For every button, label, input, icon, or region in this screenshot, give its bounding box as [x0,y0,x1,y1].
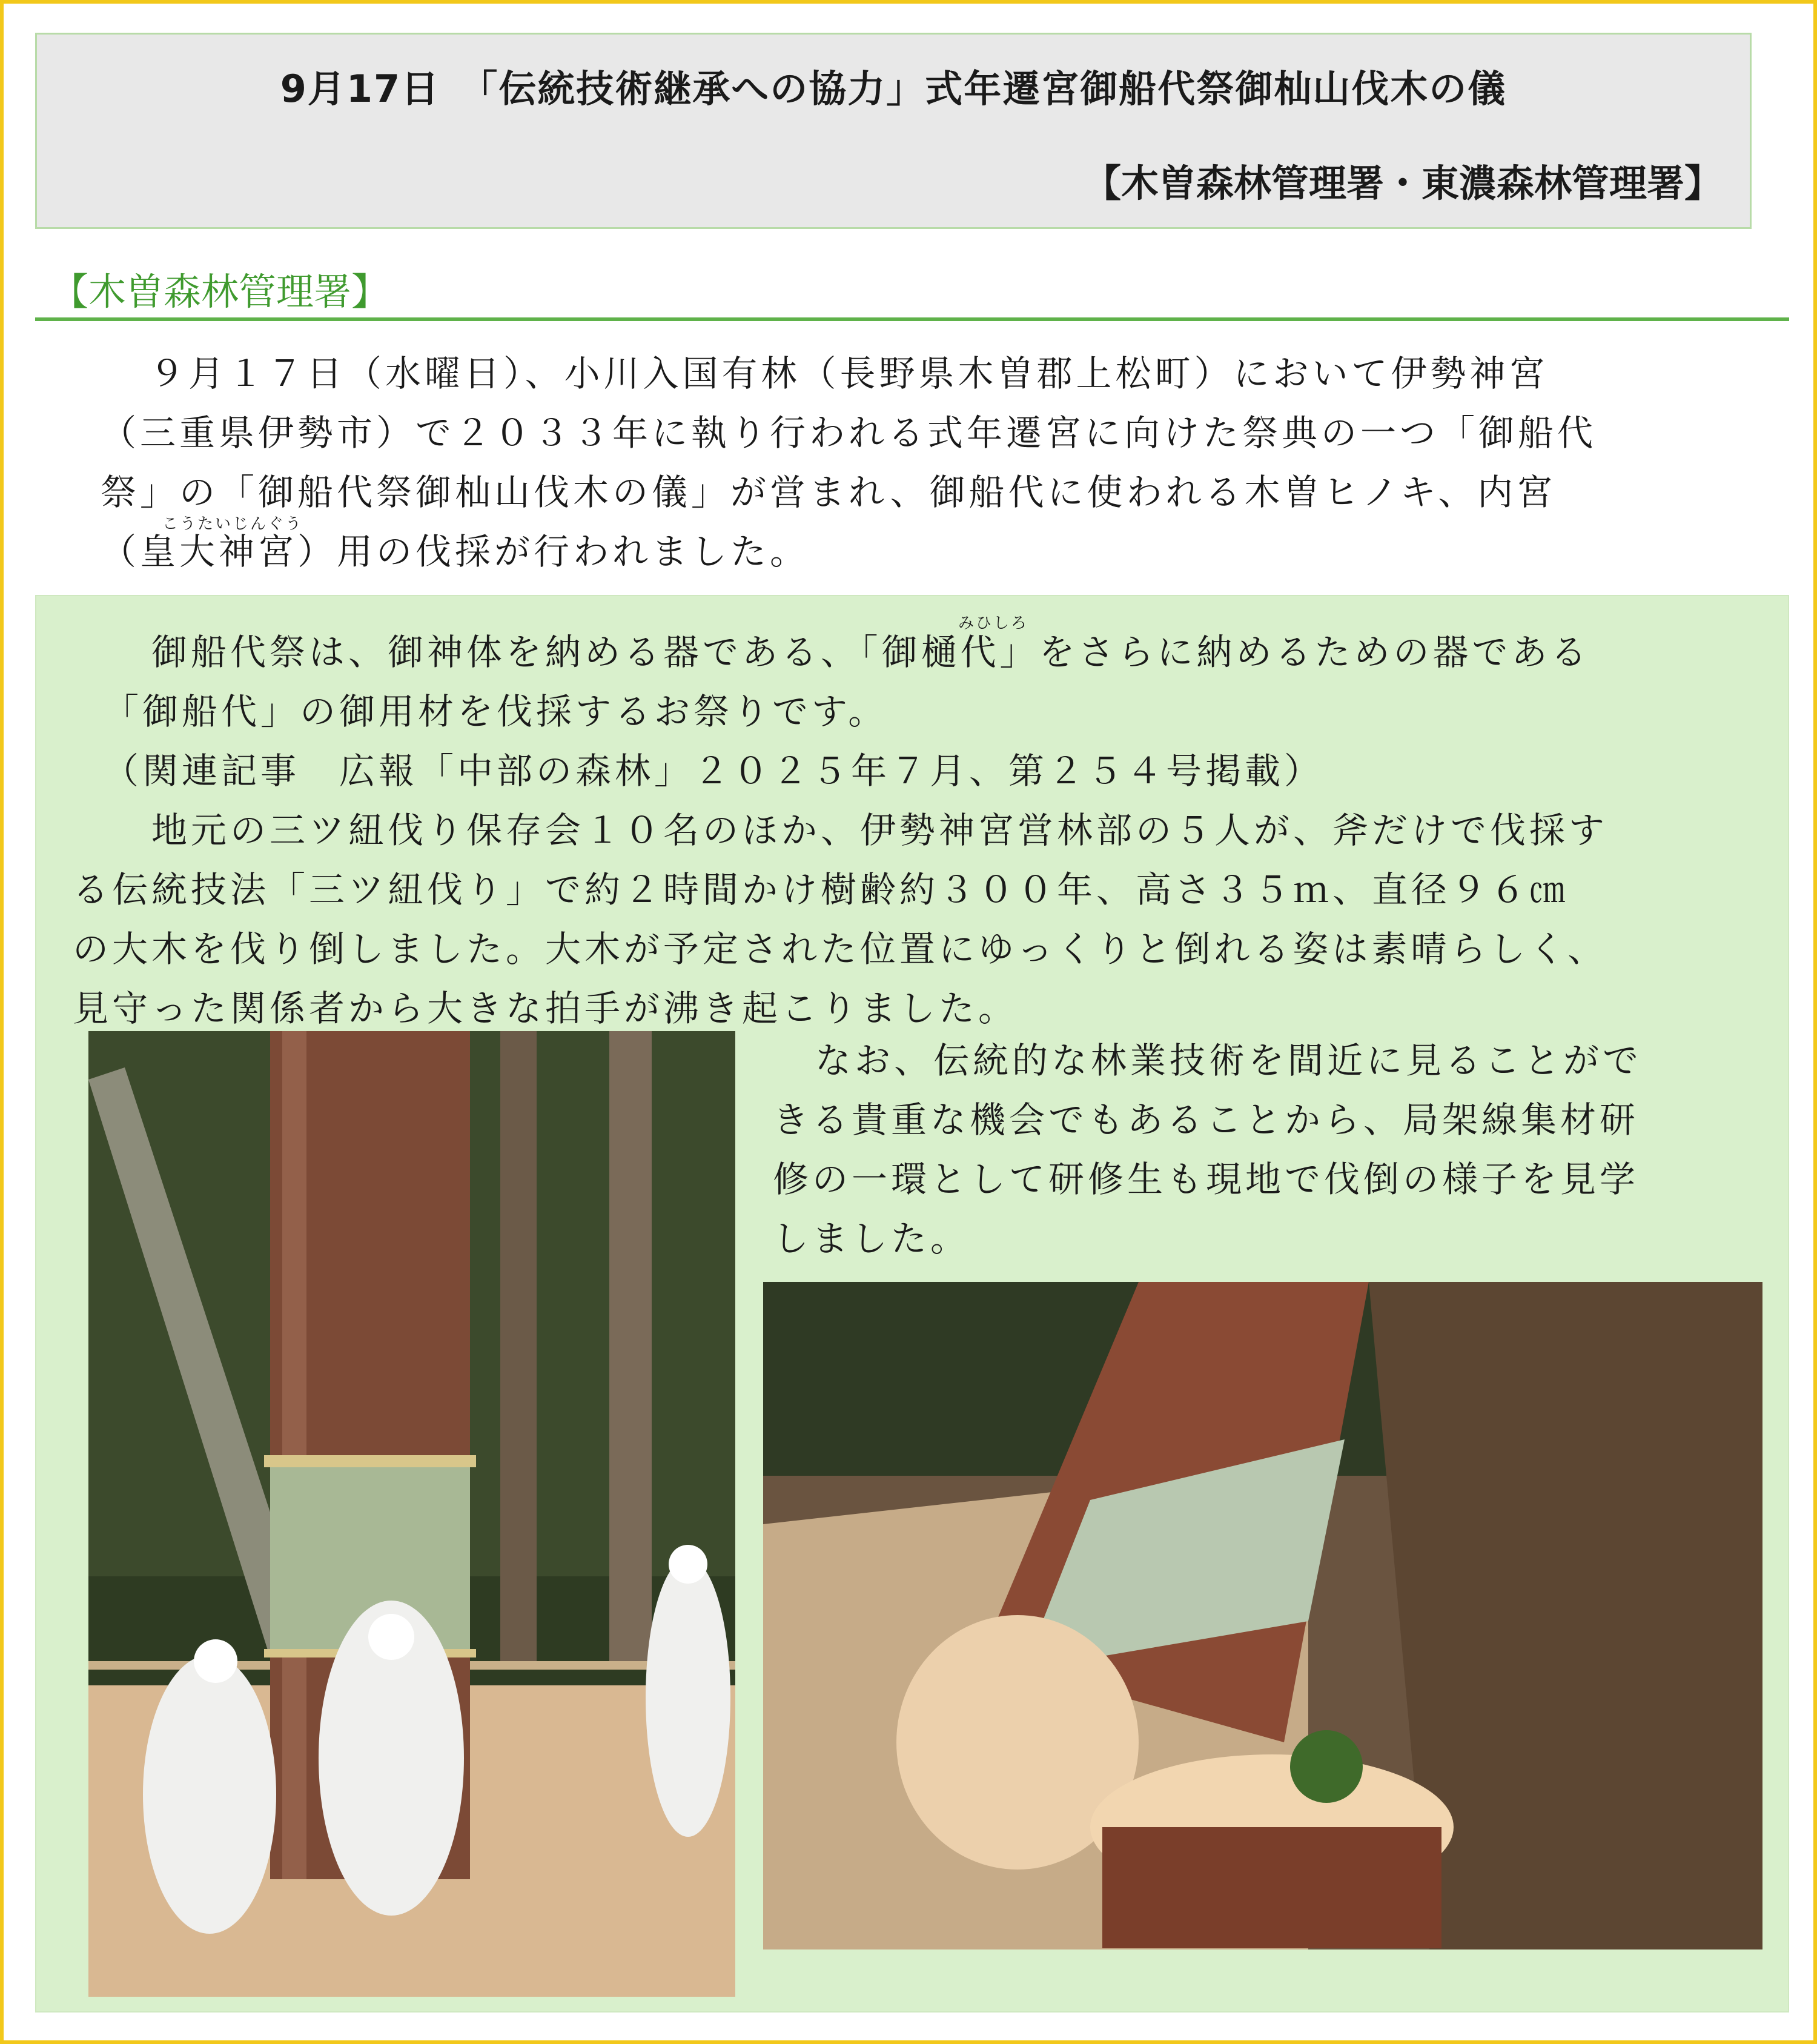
box-paragraph-1 [73,623,1609,1038]
ruby-kotaijingu: こうたいじんぐう [162,515,303,533]
box-line: なお、伝統的な林業技術を間近に見ることがで [815,1040,1643,1081]
photo-axe-felling [88,1031,735,1997]
section-heading: 【木曽森林管理署】 [51,270,389,314]
intro-line: 祭」の「御船代祭御杣山伐木の儀」が営まれ、御船代に使われる木曽ヒノキ、内宮 [101,471,1557,513]
box-line: 見守った関係者から大きな拍手が沸き起こりました。 [73,987,1018,1029]
box-line: きる貴重な機会でもあることから、局架線集材研 [773,1099,1640,1141]
box-line: 地元の三ツ紐伐り保存会１０名のほか、伊勢神宮営林部の５人が、斧だけで伐採す [151,809,1609,851]
box-line: しました。 [773,1218,970,1259]
box-line: の大木を伐り倒しました。大木が予定された位置にゆっくりと倒れる姿は素晴らしく、 [73,928,1607,970]
ruby-mihishiro: みひしろ [958,614,1029,632]
article-header [35,33,1752,229]
article-title: 9月17日 「伝統技術継承への協力」式年遷宮御船代祭御杣山伐木の儀 [280,67,1507,111]
box-line: 「御船代」の御用材を伐採するお祭りです。 [103,691,888,732]
box-line: 御船代祭は、御神体を納める器である、「御樋代」をさらに納めるための器である [151,631,1590,673]
related-article: （関連記事 広報「中部の森林」２０２５年７月、第２５４号掲載） [103,750,1324,792]
box-line: 修の一環として研修生も現地で伐倒の様子を見学 [773,1158,1640,1200]
intro-paragraph [101,344,1712,582]
box-line: る伝統技法「三ツ紐伐り」で約２時間かけ樹齢約３００年、高さ３５ｍ、直径９６㎝ [73,869,1569,911]
box-paragraph-3 [773,1031,1724,1269]
section-divider [35,317,1789,321]
intro-line: （皇大神宮）用の伐採が行われました。 [101,531,810,572]
article-organization: 【木曽森林管理署・東濃森林管理署】 [1083,161,1722,205]
photo-felled-stump [763,1282,1762,1949]
intro-line: （三重県伊勢市）で２０３３年に執り行われる式年遷宮に向けた祭典の一つ「御船代 [101,412,1597,454]
intro-line: ９月１７日（水曜日）、小川入国有林（長野県木曽郡上松町）において伊勢神宮 [149,353,1549,394]
